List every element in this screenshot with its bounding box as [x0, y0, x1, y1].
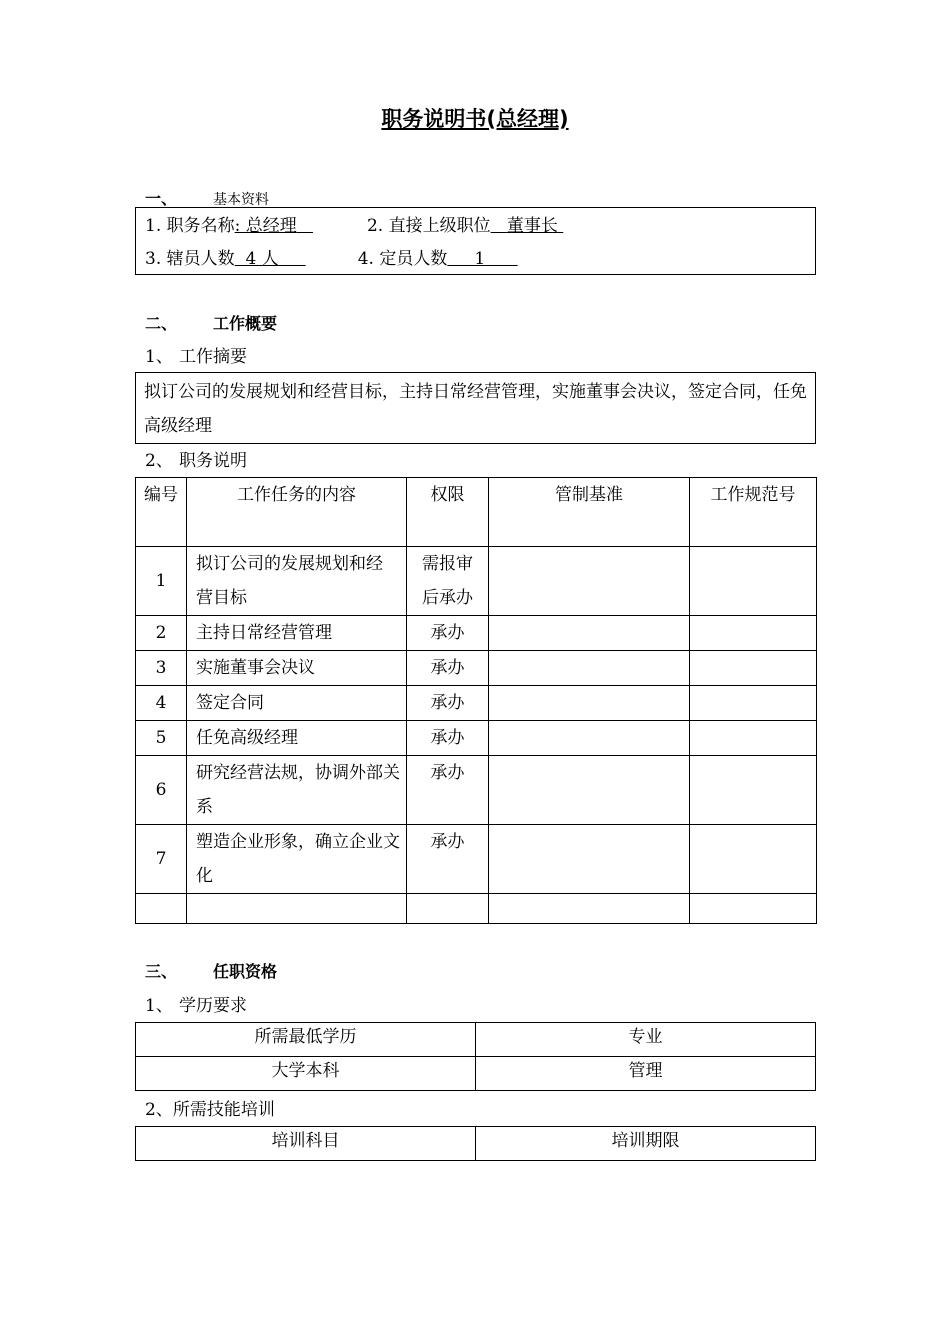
- section-label: 工作概要: [213, 314, 278, 333]
- subordinates-value: 4 人: [245, 249, 279, 269]
- training-heading: 2、所需技能培训: [145, 1100, 275, 1120]
- education-heading: 1、 学历要求: [145, 996, 247, 1016]
- header-major: 专业: [476, 1023, 816, 1057]
- table-row: 4 签定合同 承办: [136, 686, 817, 721]
- table-header-row: [136, 1023, 816, 1057]
- header-spec-no: 工作规范号: [690, 478, 817, 547]
- table-row: [136, 1057, 816, 1091]
- min-education-value: 大学本科: [136, 1057, 476, 1091]
- table-row: 2 主持日常经营管理 承办: [136, 616, 817, 651]
- table-header-row: [136, 478, 817, 547]
- table-row: 5 任免高级经理 承办: [136, 721, 817, 756]
- header-training-subject: 培训科目: [136, 1127, 476, 1161]
- section-label: 基本资料: [213, 192, 269, 208]
- job-title-value: : 总经理: [234, 216, 297, 236]
- header-authority: 权限: [407, 478, 489, 547]
- headcount-label: 4. 定员人数: [357, 249, 448, 269]
- header-min-education: 所需最低学历: [136, 1023, 476, 1057]
- major-value: 管理: [476, 1057, 816, 1091]
- section-label: 任职资格: [213, 962, 278, 981]
- section-work-overview-heading: [145, 311, 277, 334]
- table-row-empty: [136, 894, 817, 924]
- table-header-row: [136, 1127, 816, 1161]
- table-row: 6 研究经营法规，协调外部关系 承办: [136, 756, 817, 825]
- document-title: 职务说明书(总经理): [381, 107, 569, 131]
- work-summary-box: 拟订公司的发展规划和经营目标，主持日常经营管理，实施董事会决议，签定合同，任免高级经理: [135, 372, 816, 444]
- duties-table: [135, 477, 817, 924]
- superior-value: 董事长: [506, 216, 558, 236]
- work-summary-heading: 1、 工作摘要: [145, 347, 247, 367]
- headcount-value: 1: [474, 249, 486, 269]
- table-row: 1 拟订公司的发展规划和经营目标 需报审后承办: [136, 547, 817, 616]
- header-control-standard: 管制基准: [489, 478, 690, 547]
- header-training-period: 培训期限: [476, 1127, 816, 1161]
- subordinates-label: 3. 辖员人数: [145, 249, 235, 269]
- section-number: 二、: [145, 314, 178, 333]
- basic-info-line-1: [145, 211, 563, 236]
- training-table: [135, 1126, 816, 1161]
- education-table: [135, 1022, 816, 1091]
- section-number: 三、: [145, 962, 178, 981]
- duties-heading: 2、 职务说明: [145, 451, 247, 471]
- job-title-label: 1. 职务名称: [145, 216, 235, 236]
- header-task: 工作任务的内容: [187, 478, 407, 547]
- section-qualifications-heading: [145, 959, 277, 982]
- basic-info-line-2: [145, 244, 518, 269]
- table-row: 7 塑造企业形象，确立企业文化 承办: [136, 825, 817, 894]
- section-number: 一、: [145, 189, 178, 208]
- section-basic-info-heading: [145, 186, 269, 209]
- superior-label: 2. 直接上级职位: [366, 216, 491, 236]
- basic-info-box: [135, 207, 816, 275]
- header-no: 编号: [136, 478, 187, 547]
- table-row: 3 实施董事会决议 承办: [136, 651, 817, 686]
